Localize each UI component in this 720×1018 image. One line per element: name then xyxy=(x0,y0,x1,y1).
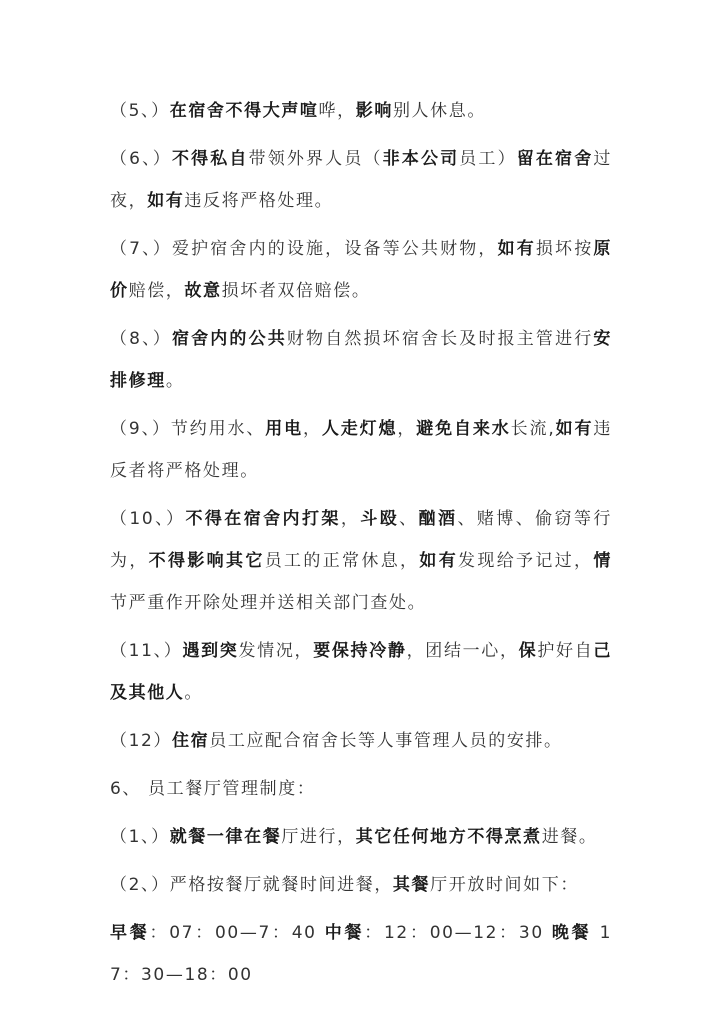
text: （5、） xyxy=(110,101,170,121)
bold-text: 不得私自 xyxy=(171,149,249,169)
bold-text: 遇到突 xyxy=(182,641,239,661)
bold-text: 原价 xyxy=(110,239,612,301)
text: 17：30—18：00 xyxy=(110,923,613,985)
text: ：07：00—7：40 xyxy=(149,923,325,943)
bold-text: 如有 xyxy=(555,419,594,439)
text: 违反将严格处理。 xyxy=(184,191,334,211)
text: （11、） xyxy=(110,641,183,661)
paragraph xyxy=(110,630,612,714)
text: 财物自然损坏宿舍长及时报主管进行 xyxy=(286,329,594,349)
paragraph xyxy=(110,138,612,222)
bold-text: 如有 xyxy=(147,191,185,211)
text: 厅开放时间如下： xyxy=(430,875,579,895)
text: 6、 员工餐厅管理制度： xyxy=(110,779,316,799)
bold-text: 非本公司 xyxy=(382,149,460,169)
text: ，团结一心， xyxy=(406,641,519,661)
text: 损坏按 xyxy=(535,239,594,259)
text: 带领外界人员（ xyxy=(248,149,383,169)
text: （6、） xyxy=(110,149,172,169)
bold-text: 安排修理 xyxy=(110,329,612,391)
text: 员工的正常休息， xyxy=(264,551,420,571)
paragraph xyxy=(110,498,612,624)
paragraph xyxy=(110,864,612,906)
text: （10、） xyxy=(110,509,186,529)
bold-text: 早餐 xyxy=(110,923,150,943)
document-body xyxy=(110,90,612,1002)
bold-text: 避免自来水 xyxy=(416,419,511,439)
bold-text: 斗殴 xyxy=(360,509,400,529)
paragraph xyxy=(110,768,612,810)
text: ：12：00—12：30 xyxy=(364,923,552,943)
text: 员工） xyxy=(459,149,517,169)
text: （2、）严格按餐厅就餐时间进餐， xyxy=(110,875,393,895)
text: 节严重作开除处理并送相关部门查处。 xyxy=(110,593,427,613)
text: 长流, xyxy=(510,419,556,439)
text: ， xyxy=(397,419,417,439)
text: 损坏者双倍赔偿。 xyxy=(221,281,371,301)
text: 发情况， xyxy=(238,641,314,661)
bold-text: 留在宿舍 xyxy=(516,149,594,169)
bold-text: 晚餐 xyxy=(551,923,592,943)
text: 。 xyxy=(165,371,185,391)
text: （12） xyxy=(110,731,173,751)
bold-text: 不得在宿舍内打架 xyxy=(185,509,341,529)
paragraph xyxy=(110,90,612,132)
bold-text: 如有 xyxy=(497,239,536,259)
bold-text: 其它任何地方不得烹煮 xyxy=(355,827,542,847)
bold-text: 故意 xyxy=(184,281,222,301)
text: 发现给予记过， xyxy=(458,551,594,571)
text: 赔偿， xyxy=(128,281,185,301)
text: ， xyxy=(340,509,361,529)
paragraph xyxy=(110,912,612,996)
bold-text: 情 xyxy=(593,551,612,571)
bold-text: 其餐 xyxy=(392,875,431,895)
text: 进餐。 xyxy=(541,827,598,847)
text: 、赌博、偷窃等行为， xyxy=(110,509,613,571)
text: 员工应配合宿舍长等人事管理人员的安排。 xyxy=(209,731,563,751)
bold-text: 中餐 xyxy=(324,923,365,943)
text: 哗， xyxy=(318,101,356,121)
text: ， xyxy=(302,419,322,439)
text: 过夜， xyxy=(110,149,612,211)
bold-text: 要保持冷静 xyxy=(313,641,407,661)
bold-text: 酗酒 xyxy=(418,509,458,529)
text: 厅进行， xyxy=(281,827,356,847)
bold-text: 人走灯熄 xyxy=(321,419,398,439)
bold-text: 住宿 xyxy=(172,731,210,751)
text: 。 xyxy=(184,683,204,703)
paragraph xyxy=(110,408,612,492)
text: （8、） xyxy=(110,329,172,349)
bold-text: 如有 xyxy=(419,551,459,571)
text: （7、）爱护宿舍内的设施，设备等公共财物， xyxy=(110,239,498,259)
text: 护好自 xyxy=(537,641,594,661)
text: 别人休息。 xyxy=(392,101,486,121)
paragraph xyxy=(110,318,612,402)
bold-text: 保 xyxy=(518,641,538,661)
bold-text: 在宿舍不得大声喧 xyxy=(169,101,319,121)
paragraph xyxy=(110,720,612,762)
paragraph xyxy=(110,816,612,858)
text: （9、）节约用水、 xyxy=(110,419,266,439)
bold-text: 己及其他人 xyxy=(110,641,612,703)
text: 违反者将严格处理。 xyxy=(110,419,612,481)
bold-text: 宿舍内的公共 xyxy=(171,329,287,349)
text: 、 xyxy=(399,509,419,529)
bold-text: 不得影响其它 xyxy=(148,551,265,571)
text: （1、） xyxy=(110,827,170,847)
bold-text: 就餐一律在餐 xyxy=(169,827,282,847)
paragraph xyxy=(110,228,612,312)
bold-text: 用电 xyxy=(265,419,303,439)
bold-text: 影响 xyxy=(355,101,393,121)
